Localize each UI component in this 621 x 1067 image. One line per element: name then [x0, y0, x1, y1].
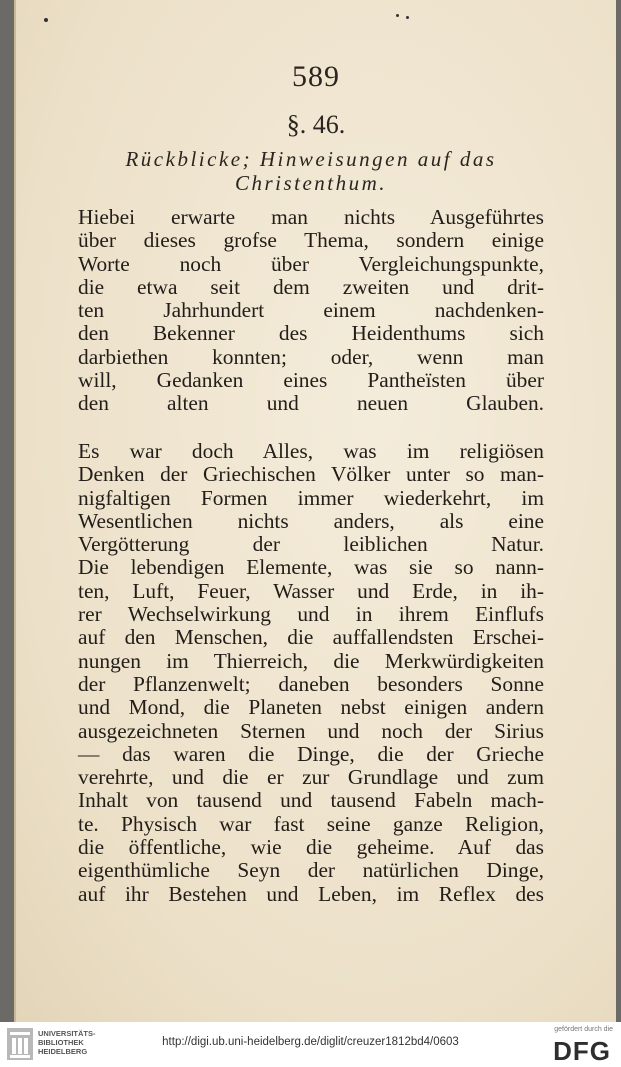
section-number: §. 46.	[286, 110, 346, 139]
text-line: ten, Luft, Feuer, Wasser und Erde, in ih-	[78, 578, 544, 603]
margin-dot	[406, 16, 409, 19]
library-name-line: UNIVERSITÄTS-	[38, 1029, 96, 1038]
section-heading	[76, 147, 546, 195]
text-line: eigenthümliche Seyn der natürlichen Dinge,	[78, 858, 544, 883]
library-name-line: BIBLIOTHEK	[38, 1038, 84, 1047]
text-line: über dieses grofse Thema, sondern einige	[78, 228, 544, 253]
book-page	[14, 0, 616, 1022]
margin-dot	[396, 14, 399, 17]
text-line: rer Wechselwirkung und in ihrem Einflufs	[78, 602, 544, 627]
paragraph-1	[78, 206, 544, 416]
text-line: ten Jahrhundert einem nachdenken-	[78, 298, 544, 323]
text-line: will, Gedanken eines Pantheïsten über	[78, 368, 544, 393]
text-line: auf den Menschen, die auffallendsten Erschei-	[78, 625, 544, 650]
text-line: Worte noch über Vergleichungspunkte,	[78, 251, 544, 276]
heading-line: Rückblicke; Hinweisungen auf das	[125, 147, 497, 171]
text-line: den alten und neuen Glauben.	[78, 391, 544, 416]
text-line: Denken der Griechischen Völker unter so man-	[78, 462, 544, 487]
text-line: — das waren die Dinge, die der Grieche	[78, 741, 544, 766]
text-line: die öffentliche, wie die geheime. Auf das	[78, 835, 544, 860]
text-line: Es war doch Alles, was im religiösen	[78, 439, 544, 463]
viewer-footer	[0, 1022, 621, 1067]
text-line: te. Physisch war fast seine ganze Religion,	[78, 811, 544, 836]
text-line: Hiebei erwarte man nichts Ausgeführtes	[78, 205, 544, 229]
text-line: und Mond, die Planeten nebst einigen andern	[78, 695, 544, 720]
text-line: den Bekenner des Heidenthums sich	[78, 321, 544, 346]
text-line: ausgezeichneten Sternen und noch der Sirius	[78, 718, 544, 743]
library-name-line: HEIDELBERG	[38, 1047, 88, 1056]
text-line: Vergötterung der leiblichen Natur.	[78, 532, 544, 557]
text-line: auf ihr Bestehen und Leben, im Reflex des	[78, 881, 544, 906]
page-number: 589	[292, 60, 340, 93]
margin-dot	[44, 18, 48, 22]
text-line: Inhalt von tausend und tausend Fabeln mach-	[78, 788, 544, 813]
funded-by-label: gefördert durch die	[554, 1026, 613, 1033]
text-line: Wesentlichen nichts anders, als eine	[78, 508, 544, 533]
source-url-link[interactable]: http://digi.ub.uni-heidelberg.de/diglit/creuzer1812bd4/0603	[162, 1036, 459, 1048]
text-line: verehrte, und die er zur Grundlage und zum	[78, 765, 544, 790]
text-line: Die lebendigen Elemente, was sie so nann-	[78, 555, 544, 580]
dfg-logo: DFG	[553, 1036, 611, 1066]
text-line: nigfaltigen Formen immer wiederkehrt, im	[78, 485, 544, 510]
paragraph-2	[78, 440, 544, 906]
text-line: die etwa seit dem zweiten und drit-	[78, 274, 544, 299]
text-line: darbiethen konnten; oder, wenn man	[78, 344, 544, 369]
heading-line: Christenthum.	[234, 171, 388, 195]
text-line: der Pflanzenwelt; daneben besonders Sonne	[78, 671, 544, 696]
text-line: nungen im Thierreich, die Merkwürdigkeiten	[78, 648, 544, 673]
